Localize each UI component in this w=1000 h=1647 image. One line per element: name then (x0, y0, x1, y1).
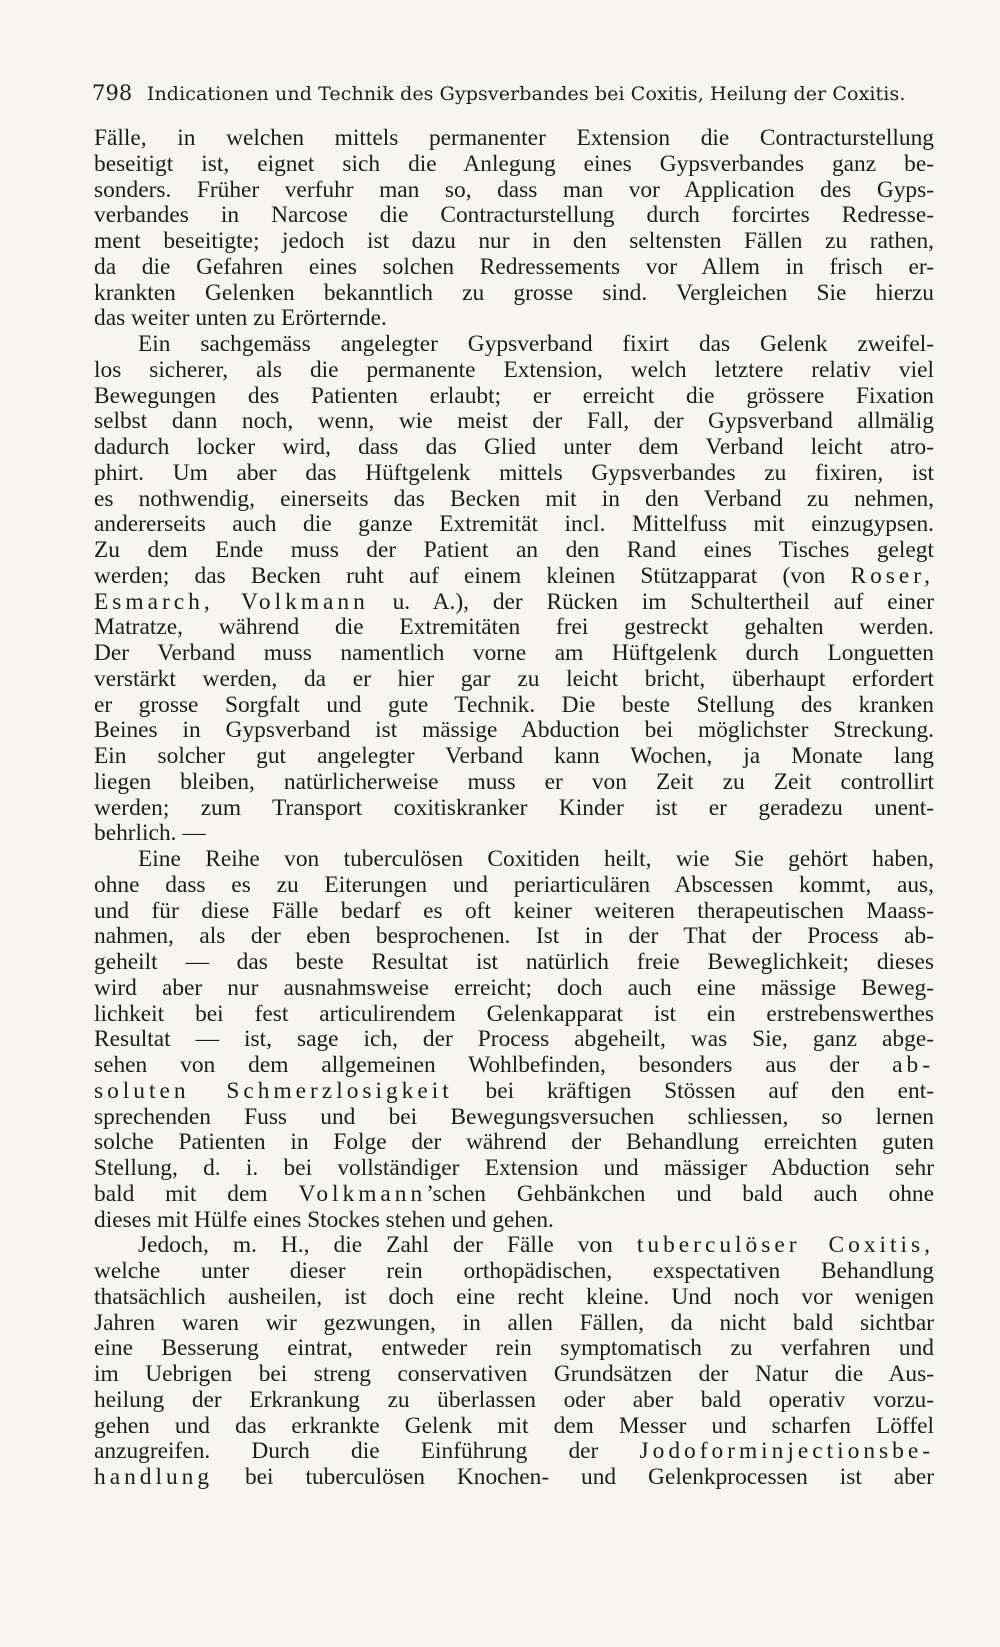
text-run: bei tuberculösen Knochen- und Gelenkprocessen ist aber (213, 1464, 934, 1490)
body-text (94, 126, 934, 1491)
text-line: thatsächlich ausheilen, ist doch eine recht kleine. Und noch vor wenigen (94, 1283, 934, 1310)
text-line: Der Verband muss namentlich vorne am Hüftgelenk durch Longuetten (94, 640, 934, 666)
text-line: liegen bleiben, natürlicherweise muss er von Zeit zu Zeit controllirt (94, 768, 934, 795)
text-line: Ein sachgemäss angelegter Gypsverband fixirt das Gelenk zweifel- (138, 331, 934, 357)
text-line: Resultat — ist, sage ich, der Process abgeheilt, was Sie, ganz abge- (94, 1026, 934, 1053)
text-line (94, 590, 934, 616)
text-run: werden; das Becken ruht auf einem kleinen Stützapparat (von (94, 562, 851, 589)
text-line: verbandes in Narcose die Contracturstellung durch forcirtes Redresse- (94, 202, 934, 229)
text-line: gehen und das erkrankte Gelenk mit dem Messer und scharfen Löffel (94, 1412, 934, 1439)
text-line: beseitigt ist, eignet sich die Anlegung eines Gypsverbandes ganz be- (94, 150, 934, 177)
text-line (94, 1439, 934, 1465)
text-run: u. A.), der Rücken im Schultertheil auf einer (368, 588, 934, 615)
text-line: heilung der Erkrankung zu überlassen oder aber bald operativ vorzu- (94, 1386, 934, 1413)
text-line: nahmen, als der eben besprochenen. Ist in der That der Process ab- (94, 923, 934, 950)
spaced-emphasis: Roser, (850, 562, 934, 589)
text-line: Bewegungen des Patienten erlaubt; er erreicht die grössere Fixation (94, 382, 934, 409)
text-run: ’schen Gehbänkchen und bald auch ohne (426, 1180, 934, 1207)
text-line: los sicherer, als die permanente Extension, welch letztere relativ viel (94, 356, 934, 383)
text-line: ohne dass es zu Eiterungen und periarticulären Abscessen kommt, aus, (94, 871, 934, 898)
text-line (94, 1079, 934, 1105)
running-title: Indicationen und Technik des Gypsverbandes bei Coxitis, Heilung der Coxitis. (146, 83, 906, 105)
spaced-emphasis: soluten Schmerzlosigkeit (94, 1077, 453, 1104)
text-run: sehen von dem allgemeinen Wohlbefinden, besonders aus der (94, 1052, 893, 1078)
text-run: bald mit dem (94, 1180, 299, 1207)
text-line: geheilt — das beste Resultat ist natürlich freie Beweglichkeit; dieses (94, 949, 934, 975)
text-line: phirt. Um aber das Hüftgelenk mittels Gypsverbandes zu fixiren, ist (94, 459, 934, 486)
text-line: solche Patienten in Folge der während der Behandlung erreichten guten (94, 1129, 934, 1156)
text-line: Zu dem Ende muss der Patient an den Rand eines Tisches gelegt (94, 537, 934, 563)
spaced-emphasis: Jodoforminjectionsbe- (639, 1438, 934, 1465)
text-line: Eine Reihe von tuberculösen Coxitiden heilt, wie Sie gehört haben, (138, 846, 934, 872)
text-line (94, 1182, 934, 1208)
text-line: werden; zum Transport coxitiskranker Kinder ist er geradezu unent- (94, 794, 934, 821)
text-line: da die Gefahren eines solchen Redressements vor Allem in frisch er- (94, 253, 934, 280)
text-line: krankten Gelenken bekanntlich zu grosse sind. Vergleichen Sie hierzu (94, 279, 934, 306)
text-line: verstärkt werden, da er hier gar zu leicht bricht, überhaupt erfordert (94, 665, 934, 692)
text-line: dadurch locker wird, dass das Glied unter dem Verband leicht atro- (94, 434, 934, 460)
text-line: es nothwendig, einerseits das Becken mit in den Verband zu nehmen, (94, 485, 934, 512)
text-line: das weiter unten zu Erörternde. (94, 305, 387, 332)
text-line: andererseits auch die ganze Extremität incl. Mittelfuss mit einzugypsen. (94, 511, 934, 538)
text-line: und für diese Fälle bedarf es oft keiner weiteren therapeutischen Maass- (94, 897, 934, 924)
text-run: anzugreifen. Durch die Einführung der (94, 1438, 640, 1465)
text-line: er grosse Sorgfalt und gute Technik. Die beste Stellung des kranken (94, 691, 934, 718)
text-line: welche unter dieser rein orthopädischen, exspectativen Behandlung (94, 1258, 934, 1284)
text-line: ment beseitigte; jedoch ist dazu nur in den seltensten Fällen zu rathen, (94, 228, 934, 254)
spaced-emphasis: ab- (892, 1052, 934, 1078)
text-line: sprechenden Fuss und bei Bewegungsversuchen schliessen, so lernen (94, 1103, 934, 1130)
spaced-emphasis: handlung (94, 1464, 214, 1490)
text-line: behrlich. — (94, 820, 206, 847)
text-line: Matratze, während die Extremitäten frei gestreckt gehalten werden. (94, 614, 934, 641)
spaced-emphasis: tuberculöser Coxitis, (636, 1232, 934, 1259)
text-line: lichkeit bei fest articulirendem Gelenkapparat ist ein erstrebenswerthes (94, 1000, 934, 1027)
text-line: selbst dann noch, wenn, wie meist der Fall, der Gypsverband allmälig (94, 408, 934, 435)
text-line: Beines in Gypsverband ist mässige Abduction bei möglichster Streckung. (94, 717, 934, 744)
text-line: dieses mit Hülfe eines Stockes stehen und gehen. (94, 1206, 554, 1233)
page-number: 798 (92, 81, 133, 105)
text-line: Jahren waren wir gezwungen, in allen Fällen, da nicht bald sichtbar (94, 1309, 934, 1336)
text-line (94, 1465, 934, 1491)
text-line (94, 1233, 934, 1259)
text-line: eine Besserung eintrat, entweder rein symptomatisch zu verfahren und (94, 1335, 934, 1362)
text-line: wird aber nur ausnahmsweise erreicht; doch auch eine mässige Beweg- (94, 974, 934, 1001)
text-line (94, 1053, 934, 1079)
spaced-emphasis: Esmarch, Volkmann (94, 588, 369, 615)
text-line (94, 564, 934, 590)
text-run: bei kräftigen Stössen auf den ent- (452, 1077, 934, 1104)
text-run: Jedoch, m. H., die Zahl der Fälle von (138, 1232, 637, 1259)
text-line: Fälle, in welchen mittels permanenter Extension die Contracturstellung (94, 125, 934, 151)
spaced-emphasis: Volkmann (298, 1180, 427, 1207)
text-line: sonders. Früher verfuhr man so, dass man vor Application des Gyps- (94, 176, 934, 203)
text-line: Stellung, d. i. bei vollständiger Extension und mässiger Abduction sehr (94, 1155, 934, 1181)
running-head (92, 78, 932, 108)
text-line: im Uebrigen bei streng conservativen Grundsätzen der Natur die Aus- (94, 1361, 934, 1387)
text-line: Ein solcher gut angelegter Verband kann Wochen, ja Monate lang (94, 743, 934, 769)
